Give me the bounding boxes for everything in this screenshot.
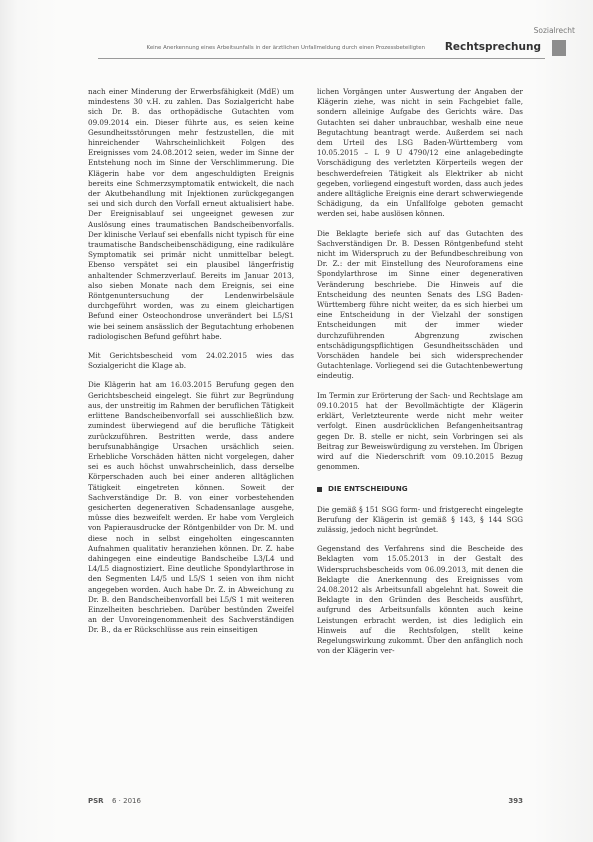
journal-name: PSR — [88, 797, 104, 805]
section-tag: Sozialrecht — [533, 26, 575, 35]
page-footer — [88, 797, 523, 811]
section-heading — [317, 484, 523, 494]
paragraph: lichen Vorgängen unter Auswertung der Angaben der Klägerin ziehe, was nicht in sein Fachgebiet falle, sondern alleinige Aufgabe des Gerichts wäre. Das Gutachten sei daher unbrauchbar, weshalb eine neue Begutachtung beantragt werde. Außerdem sei nach dem Urteil des LSG Baden-Württemberg vom 10.05.2015 – L 9 U 4790/12 eine anlagebedingte Vorschädigung des verletzten Körperteils wegen der beschwerdefreien Tätigkeit als Elektriker ab nicht gegeben, vorliegend eingestuft worden, dass auch jedes andere alltägliche Ereignis eine derart schwerwiegende Schädigung, da ein Unfallfolge geboten gemacht werden sei, habe auslösen können. — [317, 87, 523, 219]
paragraph: Die Klägerin hat am 16.03.2015 Berufung gegen den Gerichtsbescheid eingelegt. Sie führt zur Begründung aus, der unstreitig im Rahmen der beruflichen Tätigkeit erlittene Bandscheibenvorfall sei ausschließlich bzw. zumindest überwiegend auf die berufliche Tätigkeit zurückzuführen. Bestritten werde, dass andere berufsunabhängige Ursachen ursächlich seien. Erhebliche Vorschäden hätten nicht vorgelegen, daher sei es auch höchst unwahrscheinlich, dass derselbe Körperschaden auch bei einer anderen alltäglichen Tätigkeit eingetreten können. Soweit der Sachverständige Dr. B. von einer vorbestehenden gesicherten degenerativen Schadensanlage ausgehe, müsse dies bezweifelt werden. Er habe vom Vergleich von Papierausdrucke der Röntgenbilder von Dr. M. und diese noch in selbst eingeholten eingescannten Aufnahmen qualitativ heranziehen können. Dr. Z. habe dahingegen eine eindeutige Bandscheibe L3/L4 und L4/L5 diagnostiziert. Eine deutliche Spondylarthrose in den Segmenten L4/5 und L5/S 1 seien von ihm nicht angegeben worden. Auch habe Dr. Z. in Abweichung zu Dr. B. den Bandscheibenvorfall bei L5/S 1 mit weiteren Einzelheiten beschrieben. Darüber bestünden Zweifel an der Unvoreingenommenheit des Sachverständigen Dr. B., da er Rückschlüsse aus rein einseitigen — [88, 380, 294, 635]
paragraph: Die Beklagte beriefe sich auf das Gutachten des Sachverständigen Dr. B. Dessen Röntgenbefund steht nicht im Widerspruch zu der Befundbeschreibung von Dr. Z.: der mit Einstellung des Neuroforamens eine Spondylarthrose im Sinne einer degenerativen Veränderung beschriebe. Die Hinweis auf die Entscheidung des neunten Senats des LSG Baden-Württemberg führe nicht weiter, da es sich hierbei um eine Entscheidung in der Vielzahl der sonstigen Entscheidungen mit der immer wieder durchzuführenden Abgrenzung zwischen entschädigungspflichtigen Gesundheitsschäden und Vorschäden handele bei sich widersprechender Gutachtenlage. Vorliegend sei die Gutachtenbewertung eindeutig. — [317, 228, 523, 381]
article-breadcrumb: Keine Anerkennung eines Arbeitsunfalls in der ärztlichen Unfallmeldung durch einen Prozessbeteiligten — [146, 45, 425, 51]
paragraph: Die gemäß § 151 SGG form- und fristgerecht eingelegte Berufung der Klägerin ist gemäß § 143, § 144 SGG zulässig, jedoch nicht begründet. — [317, 504, 523, 534]
square-bullet-icon — [317, 487, 322, 492]
section-title: Rechtsprechung — [444, 41, 541, 53]
paragraph: Gegenstand des Verfahrens sind die Bescheide des Beklagten vom 15.05.2013 in der Gestalt des Widerspruchsbescheids vom 06.09.2013, mit denen die Beklagte die Anerkennung des Ereignisses vom 24.08.2012 als Arbeitsunfall abgelehnt hat. Soweit die Beklagte in den Gründen des Bescheids ausführt, aufgrund des Arbeitsunfalls könnten auch keine Leistungen erbracht werden, ist dies lediglich ein Hinweis auf die Rechtsfolgen, stellt keine Regelungswirkung zukommt. Über den anfänglich noch von der Klägerin ver- — [317, 544, 523, 656]
section-heading-text: DIE ENTSCHEIDUNG — [328, 484, 408, 494]
paragraph: nach einer Minderung der Erwerbsfähigkeit (MdE) um mindestens 30 v.H. zu zahlen. Das Sozialgericht habe sich Dr. B. das orthopädische Gutachten vom 09.09.2014 ein. Dieser führte aus, es seien keine Gesundheitsstörungen mehr festzustellen, die mit hinreichender Wahrscheinlichkeit Folgen des Ereignisses vom 24.08.2012 seien, weder im Sinne der Entstehung noch im Sinne der Verschlimmerung. Die Klägerin habe vor dem angeschuldigten Ereignis bereits eine Schmerzsymptomatik entwickelt, die nach der Akutbehandlung mit Injektionen zurückgegangen sei und sich durch den Vorfall erneut aktualisiert habe. Der Ereignisablauf sei ungeeignet gewesen zur Auslösung eines traumatischen Bandscheibenvorfalls. Der klinische Verlauf sei ebenfalls nicht typisch für eine traumatische Bandscheibenschädigung, eine radikuläre Symptomatik sei primär nicht unmittelbar belegt. Ebenso verspätet sei ein plausibel längerfristig anhaltender Schmerzverlauf. Bereits im Januar 2013, also sieben Monate nach dem Ereignis, sei eine Röntgenuntersuchung der Lendenwirbelsäule durchgeführt worden, was zu einem gleichartigen Befund einer Osteochondrose unverändert bei L5/S1 wie bei seinem ansässlich der Begutachtung erhobenen radiologischen Befund geführt habe. — [88, 87, 294, 341]
journal-issue: 6 · 2016 — [112, 797, 141, 805]
left-column — [88, 87, 294, 645]
right-column — [317, 87, 523, 665]
paragraph: Im Termin zur Erörterung der Sach- und Rechtslage am 09.10.2015 hat der Bevollmächtigte der Klägerin erklärt, Verletzteurente werde nicht mehr weiter verfolgt. Einen ausdrücklichen Befangenheitsantrag gegen Dr. B. stelle er nicht, sein Vorbringen sei als Beitrag zur Beweiswürdigung zu verstehen. Im Übrigen wird auf die Niederschrift vom 09.10.2015 Bezug genommen. — [317, 390, 523, 472]
page-number: 393 — [508, 797, 523, 805]
paragraph: Mit Gerichtsbescheid vom 24.02.2015 wies das Sozialgericht die Klage ab. — [88, 351, 294, 371]
running-header — [98, 40, 545, 59]
section-marker-icon — [552, 40, 566, 56]
